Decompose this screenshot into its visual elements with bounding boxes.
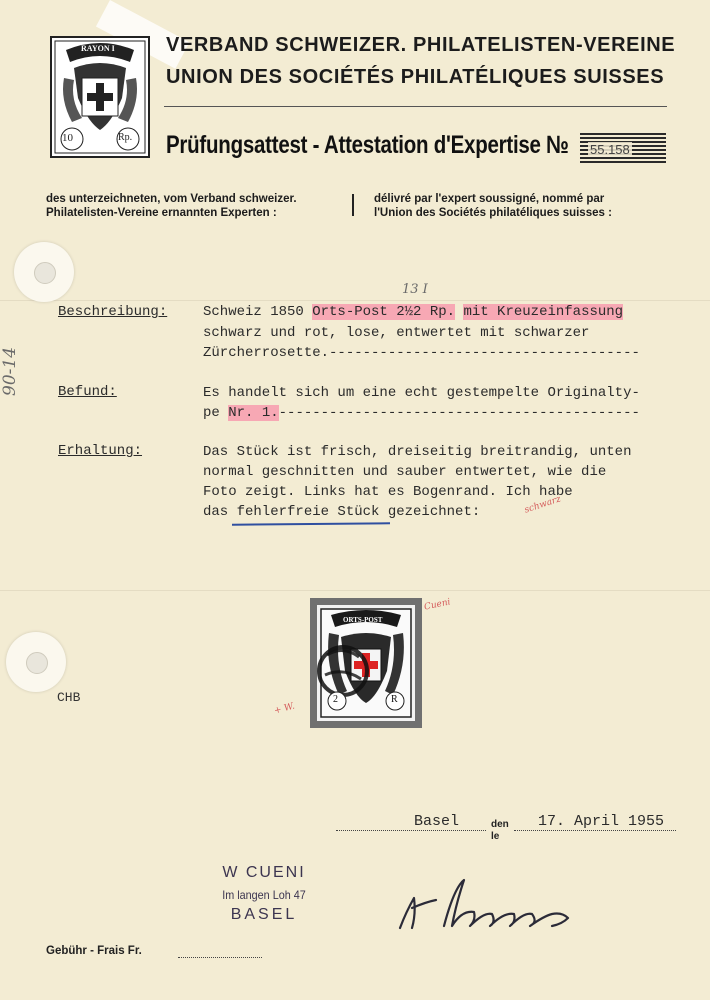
highlight-kreuzeinfassung: mit Kreuzeinfassung: [463, 304, 624, 320]
rayon-stamp-emblem: [50, 36, 150, 158]
highlight-nr1: Nr. 1.: [228, 405, 279, 421]
paper-fold: [0, 590, 710, 591]
association-name-fr: UNION DES SOCIÉTÉS PHILATÉLIQUES SUISSES: [166, 66, 665, 88]
blue-pencil-underline: [232, 522, 390, 525]
intro-fr-line2: l'Union des Sociétés philatéliques suisses :: [374, 207, 612, 219]
intro-french: [374, 192, 612, 220]
intro-divider: [352, 194, 354, 216]
fee-label: Gebühr - Frais Fr.: [46, 945, 142, 957]
association-name-de: VERBAND SCHWEIZER. PHILATELISTEN-VEREINE: [166, 34, 676, 56]
condition-line3: Foto zeigt. Links hat es Bogenrand. Ich habe: [203, 484, 573, 500]
signing-place: Basel: [414, 813, 460, 830]
condition-line1: Das Stück ist frisch, dreiseitig breitrandig, unten: [203, 444, 632, 460]
emblem-top-text: RAYON I: [81, 44, 115, 53]
signing-date: 17. April 1955: [538, 813, 665, 830]
paper-fold: [0, 300, 710, 301]
condition-line2: normal geschnitten und sauber entwertet, wie die: [203, 464, 607, 480]
certificate-number: 55.158: [590, 142, 630, 157]
finding-dashes: -------------------------------------------: [278, 405, 640, 421]
intro-fr-line1: délivré par l'expert soussigné, nommé par: [374, 193, 605, 205]
certificate-number-box: [580, 133, 666, 163]
expert-stamp-name: W CUENI: [222, 864, 306, 881]
finding-line2: [203, 403, 640, 423]
condition-label: Erhaltung:: [58, 443, 143, 459]
le-label: le: [491, 831, 500, 842]
initials: CHB: [57, 690, 81, 705]
margin-pencil-note: 90-14: [0, 346, 20, 396]
red-mark-note: + W.: [273, 701, 296, 717]
expert-stamp-city: BASEL: [230, 906, 298, 923]
finding-label: Befund:: [58, 384, 117, 400]
highlight-orts-post: Orts-Post 2½2 Rp.: [312, 304, 456, 320]
place-dotted-line: [336, 830, 486, 831]
expert-signature: [392, 868, 592, 940]
intro-german: [46, 192, 297, 220]
emblem-unit: Rp.: [118, 132, 133, 143]
punch-hole: [6, 632, 66, 692]
description-line1: [203, 302, 623, 322]
fee-dotted-line: [178, 957, 262, 958]
finding-line1: Es handelt sich um eine echt gestempelte Originalty-: [203, 385, 640, 401]
stamp-value-right: R: [391, 694, 398, 705]
expert-stamp-street: Im langen Loh 47: [222, 888, 306, 902]
catalog-pencil-note: 13 I: [402, 282, 428, 297]
description-label: Beschreibung:: [58, 304, 168, 320]
description-line2: schwarz und rot, lose, entwertet mit schwarzer: [203, 325, 590, 341]
description-text: Schweiz 1850: [203, 304, 313, 320]
header-rule: [164, 106, 667, 107]
finding-text: pe: [203, 405, 229, 421]
intro-de-line2: Philatelisten-Vereine ernannten Experten :: [46, 207, 277, 219]
condition-line4: das fehlerfreie Stück gezeichnet:: [203, 504, 481, 520]
red-signature-note: Cueni: [423, 597, 452, 613]
punch-hole: [14, 242, 74, 302]
stamp-value-left: 2: [333, 694, 338, 705]
emblem-value: 10: [62, 132, 73, 144]
certificate-title: Prüfungsattest - Attestation d'Expertise №: [166, 131, 569, 159]
den-le-label: [491, 819, 509, 843]
date-dotted-line: [514, 830, 676, 831]
description-line3: Zürcherrosette.-------------------------------------: [203, 345, 640, 361]
intro-de-line1: des unterzeichneten, vom Verband schweizer.: [46, 193, 297, 205]
stamp-photo: [310, 598, 422, 728]
stamp-image: [317, 605, 415, 721]
stamp-top-text: ORTS-POST: [343, 616, 383, 624]
red-pencil-note: schwarz: [523, 494, 563, 516]
den-label: den: [491, 819, 509, 830]
